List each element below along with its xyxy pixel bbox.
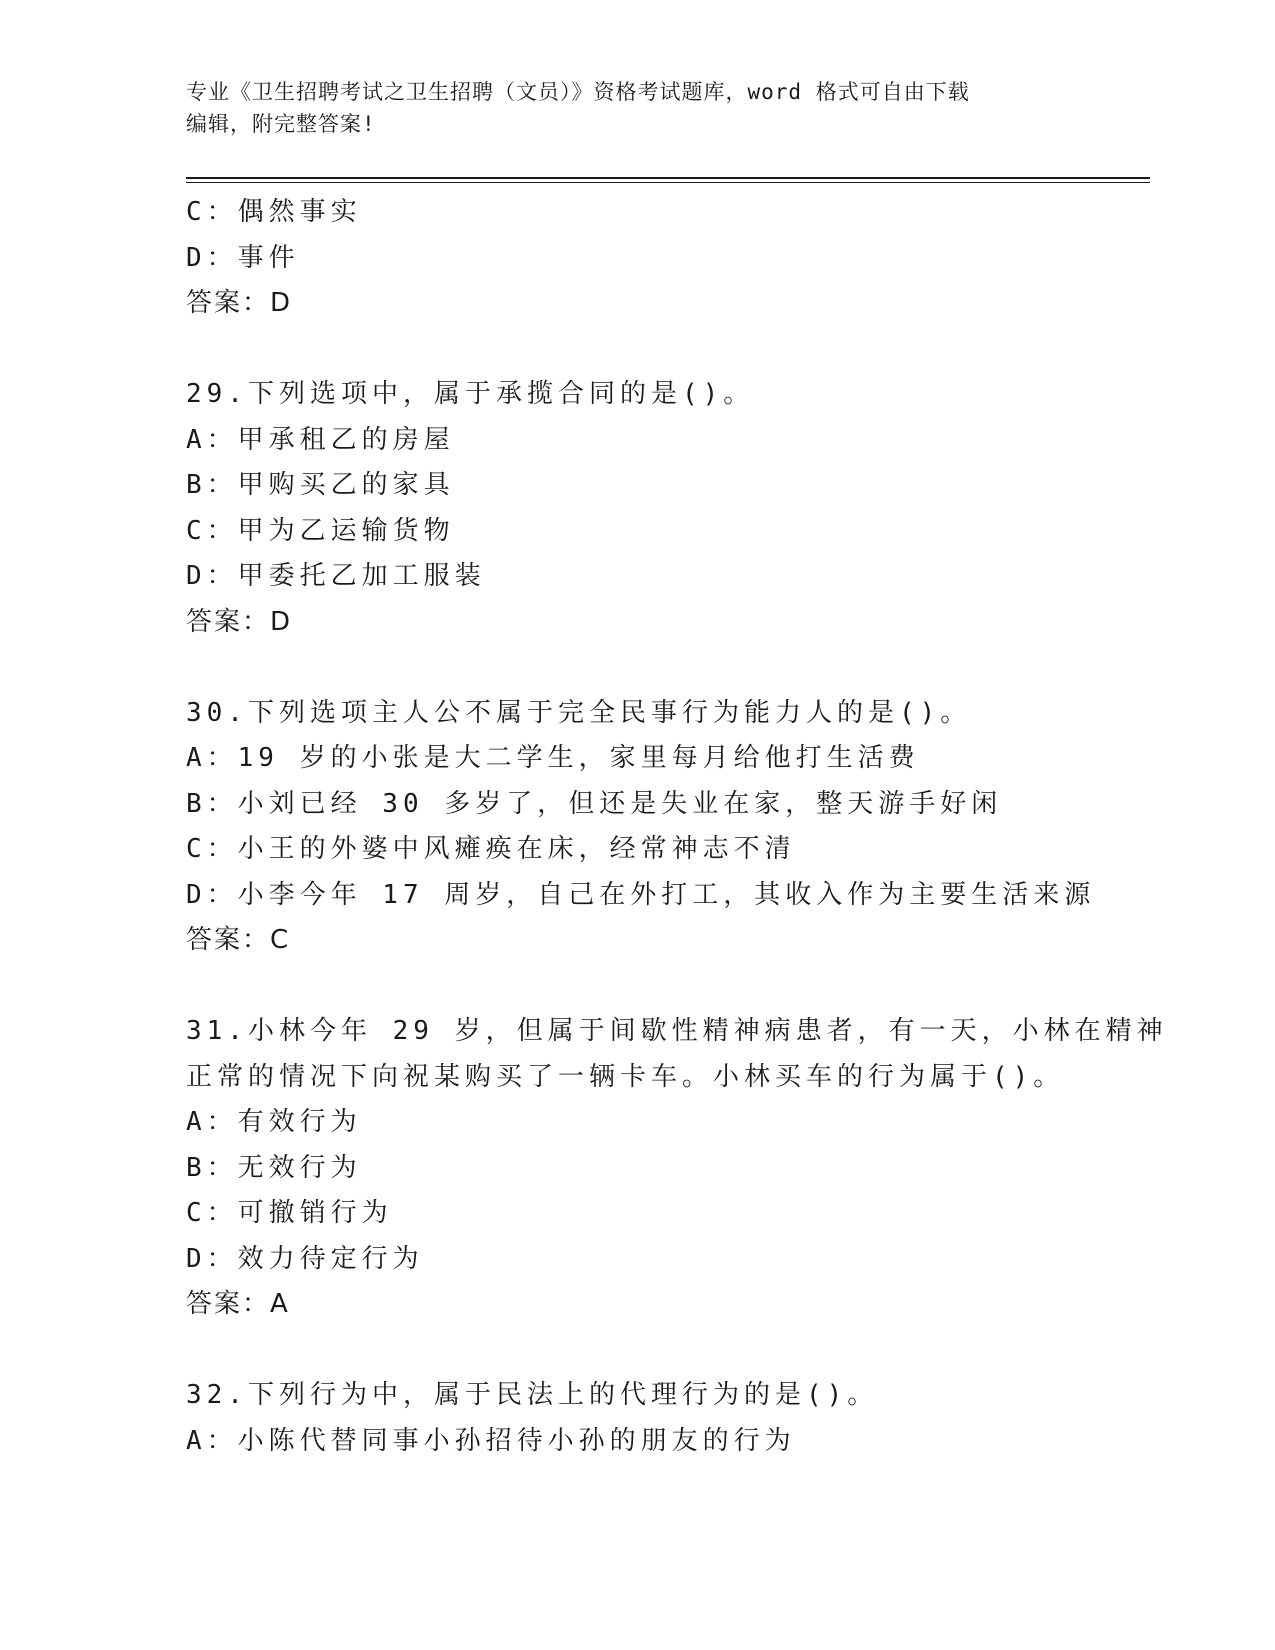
option-d: D：甲委托乙加工服装 [186,561,486,591]
prev-question-tail [186,190,1086,327]
option-d: D：小李今年 17 周岁，自己在外打工，其收入作为主要生活来源 [186,879,1096,910]
option-c: C：小王的外婆中风瘫痪在床，经常神志不清 [186,834,796,864]
question-list [186,190,1168,1464]
question-32 [186,1373,1086,1464]
option-a: A：小陈代替同事小孙招待小孙的朋友的行为 [186,1425,796,1456]
question-stem: 32.下列行为中，属于民法上的代理行为的是()。 [186,1380,879,1410]
answer-line: 答案：A [186,1289,290,1319]
header-line-2: 编辑，附完整答案! [186,112,376,136]
question-stem-continued: 正常的情况下向祝某购买了一辆卡车。小林买车的行为属于()。 [186,1061,1065,1092]
option-a: A：19 岁的小张是大二学生，家里每月给他打生活费 [186,743,920,773]
option-b: B：甲购买乙的家具 [186,470,455,500]
question-30 [186,691,1096,964]
option-d: D：效力待定行为 [186,1243,424,1274]
question-stem: 29.下列选项中，属于承揽合同的是()。 [186,379,755,409]
option-c: C：可撤销行为 [186,1198,393,1228]
option-d: D：事件 [186,242,300,273]
header-rule-thick [186,177,1150,179]
question-29 [186,372,1086,645]
question-stem: 30.下列选项主人公不属于完全民事行为能力人的是()。 [186,697,972,728]
header-rule-thin [186,182,1150,183]
option-c: C：偶然事实 [186,197,362,227]
question-31 [186,1009,1168,1328]
option-b: B：无效行为 [186,1152,362,1183]
option-a: A：甲承租乙的房屋 [186,424,455,455]
question-stem: 31.小林今年 29 岁，但属于间歇性精神病患者，有一天，小林在精神 [186,1016,1168,1046]
header-line-1: 专业《卫生招聘考试之卫生招聘（文员）》资格考试题库，word 格式可自由下载 [186,80,970,104]
option-a: A：有效行为 [186,1107,362,1137]
answer-line: 答案：D [186,288,293,318]
document-header [186,76,1086,140]
answer-line: 答案：D [186,606,293,637]
option-b: B：小刘已经 30 多岁了，但还是失业在家，整天游手好闲 [186,788,1003,819]
answer-line: 答案：C [186,925,291,955]
option-c: C：甲为乙运输货物 [186,515,455,546]
